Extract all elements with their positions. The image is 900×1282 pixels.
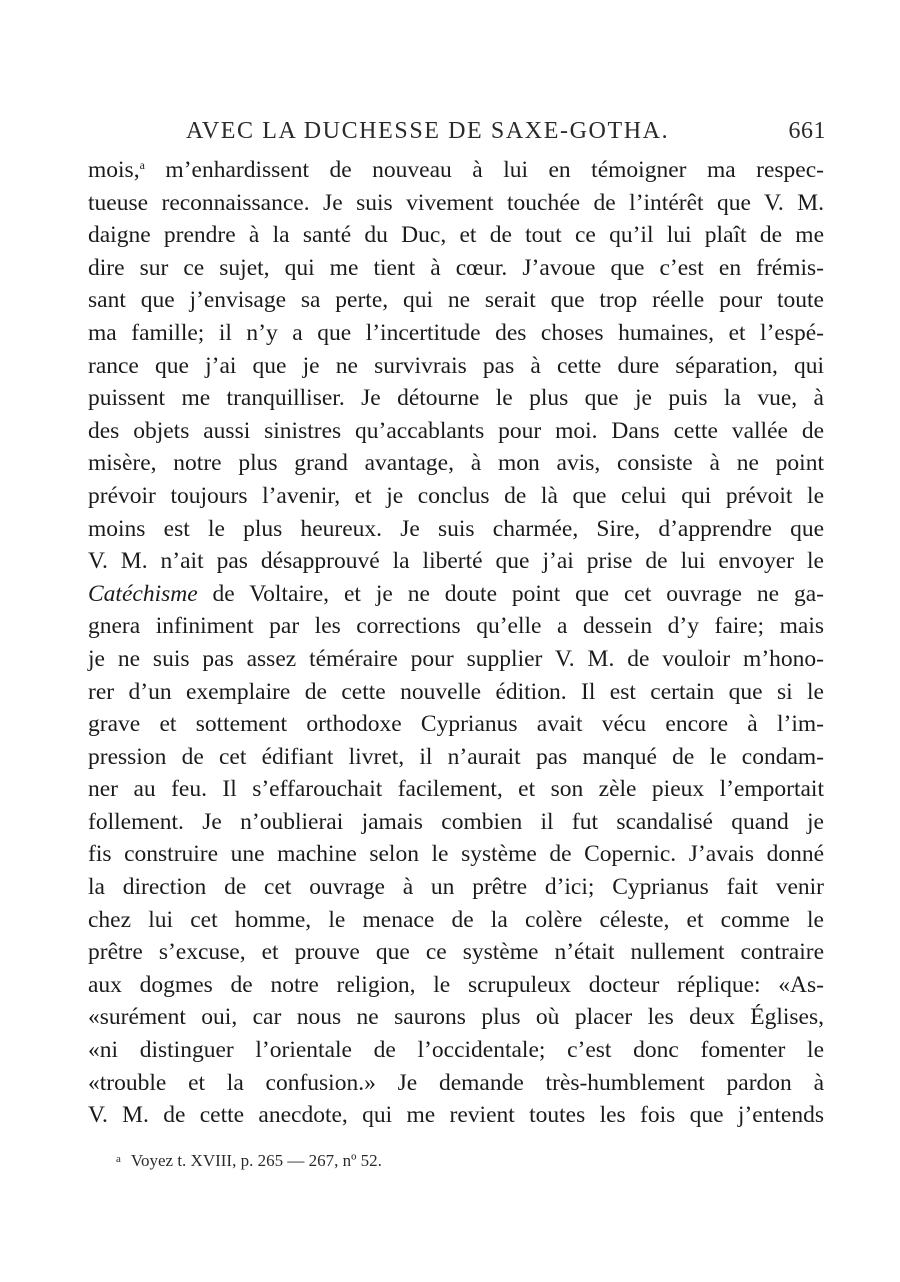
text-line: rance que j’ai que je ne survivrais pas à cette dure séparation, qui xyxy=(88,352,824,379)
text-line: je ne suis pas assez téméraire pour supplier V. M. de vouloir m’hono- xyxy=(88,645,824,672)
text-line: follement. Je n’oublierai jamais combien il fut scandalisé quand je xyxy=(88,808,824,835)
text-line: «ni distinguer l’orientale de l’occidentale; c’est donc fomenter le xyxy=(88,1037,824,1064)
text-segment: m’enhardissent de nouveau à lui en témoigner ma respec- xyxy=(144,157,824,183)
text-line: ma famille; il n’y a que l’incertitude des choses humaines, et l’espé- xyxy=(88,319,824,346)
footnote-text: Voyez t. XVIII, p. 265 — 267, nº 52. xyxy=(130,1151,382,1170)
footnote-marker: a xyxy=(116,1153,121,1165)
text-line: V. M. n’ait pas désapprouvé la liberté que j’ai prise de lui envoyer le xyxy=(88,548,824,575)
text-segment: mois, xyxy=(88,157,140,183)
running-title: AVEC LA DUCHESSE DE SAXE-GOTHA. xyxy=(186,118,670,144)
text-line: pression de cet édifiant livret, il n’aurait pas manqué de le condam- xyxy=(88,743,824,770)
page-number: 661 xyxy=(788,118,826,144)
text-line: aux dogmes de notre religion, le scrupuleux docteur réplique: «As- xyxy=(88,971,824,998)
text-line: V. M. de cette anecdote, qui me revient toutes les fois que j’entends xyxy=(88,1102,824,1129)
letter-body xyxy=(88,154,824,1132)
text-line xyxy=(88,154,824,187)
text-line: gnera infiniment par les corrections qu’elle a dessein d’y faire; mais xyxy=(88,613,824,640)
text-line: tueuse reconnaissance. Je suis vivement touchée de l’intérêt que V. M. xyxy=(88,189,824,216)
text-line: dire sur ce sujet, qui me tient à cœur. J’avoue que c’est en frémis- xyxy=(88,254,824,281)
text-line: la direction de cet ouvrage à un prêtre d’ici; Cyprianus fait venir xyxy=(88,874,824,901)
text-line: «surément oui, car nous ne saurons plus où placer les deux Églises, xyxy=(88,1004,824,1031)
text-line: grave et sottement orthodoxe Cyprianus avait vécu encore à l’im- xyxy=(88,711,824,738)
text-line: des objets aussi sinistres qu’accablants pour moi. Dans cette vallée de xyxy=(88,417,824,444)
text-line: prévoir toujours l’avenir, et je conclus de là que celui qui prévoit le xyxy=(88,482,824,509)
text-line: sant que j’envisage sa perte, qui ne serait que trop réelle pour toute xyxy=(88,287,824,314)
text-line: rer d’un exemplaire de cette nouvelle édition. Il est certain que si le xyxy=(88,678,824,705)
footnote-reference: a xyxy=(139,158,145,172)
text-line: puissent me tranquilliser. Je détourne le plus que je puis la vue, à xyxy=(88,385,824,412)
running-header xyxy=(186,118,826,146)
text-line: daigne prendre à la santé du Duc, et de tout ce qu’il lui plaît de me xyxy=(88,222,824,249)
text-segment: de Voltaire, et je ne doute point que cet ouvrage ne ga- xyxy=(197,580,824,607)
italic-title: Catéchisme xyxy=(88,580,198,607)
text-line: «trouble et la confusion.» Je demande très-humblement pardon à xyxy=(88,1069,824,1096)
text-line: moins est le plus heureux. Je suis charmée, Sire, d’apprendre que xyxy=(88,515,824,542)
text-line: fis construire une machine selon le système de Copernic. J’avais donné xyxy=(88,841,824,868)
text-line: prêtre s’excuse, et prouve que ce système n’était nullement contraire xyxy=(88,939,824,966)
footnote xyxy=(116,1151,382,1171)
text-line: misère, notre plus grand avantage, à mon avis, consiste à ne point xyxy=(88,450,824,477)
text-line xyxy=(88,578,824,611)
text-line: chez lui cet homme, le menace de la colère céleste, et comme le xyxy=(88,906,824,933)
text-line: ner au feu. Il s’effarouchait facilement, et son zèle pieux l’emportait xyxy=(88,776,824,803)
